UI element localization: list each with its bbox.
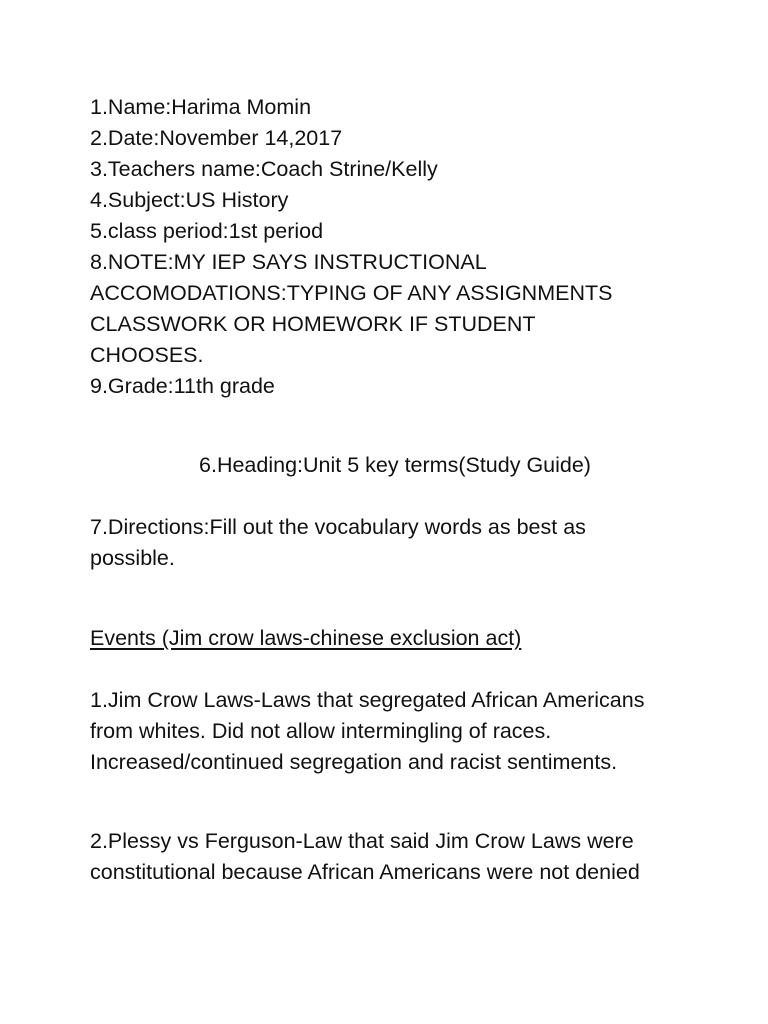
grade-line: 9.Grade:11th grade bbox=[90, 374, 275, 398]
directions-block bbox=[90, 512, 708, 574]
section-title: Events (Jim crow laws-chinese exclusion act) bbox=[90, 626, 522, 650]
student-info-block bbox=[90, 92, 708, 402]
date-line: 2.Date:November 14,2017 bbox=[90, 126, 343, 150]
term-plessy-vs-ferguson bbox=[90, 826, 708, 888]
page-heading: 6.Heading:Unit 5 key terms(Study Guide) bbox=[199, 453, 591, 477]
term-line: constitutional because African Americans were not denied bbox=[90, 860, 640, 884]
directions-line: 7.Directions:Fill out the vocabulary words as best as bbox=[90, 515, 586, 539]
note-line: ACCOMODATIONS:TYPING OF ANY ASSIGNMENTS bbox=[90, 281, 613, 305]
directions-line: possible. bbox=[90, 546, 175, 570]
term-line: Increased/continued segregation and racist sentiments. bbox=[90, 750, 618, 774]
term-line: 1.Jim Crow Laws-Laws that segregated African Americans bbox=[90, 688, 645, 712]
teacher-line: 3.Teachers name:Coach Strine/Kelly bbox=[90, 157, 438, 181]
note-line: CHOOSES. bbox=[90, 343, 204, 367]
term-jim-crow-laws bbox=[90, 685, 708, 778]
subject-line: 4.Subject:US History bbox=[90, 188, 289, 212]
term-line: from whites. Did not allow intermingling of races. bbox=[90, 719, 552, 743]
note-line: CLASSWORK OR HOMEWORK IF STUDENT bbox=[90, 312, 536, 336]
name-line: 1.Name:Harima Momin bbox=[90, 95, 312, 119]
class-period-line: 5.class period:1st period bbox=[90, 219, 324, 243]
term-line: 2.Plessy vs Ferguson-Law that said Jim Crow Laws were bbox=[90, 829, 634, 853]
note-line: 8.NOTE:MY IEP SAYS INSTRUCTIONAL bbox=[90, 250, 487, 274]
